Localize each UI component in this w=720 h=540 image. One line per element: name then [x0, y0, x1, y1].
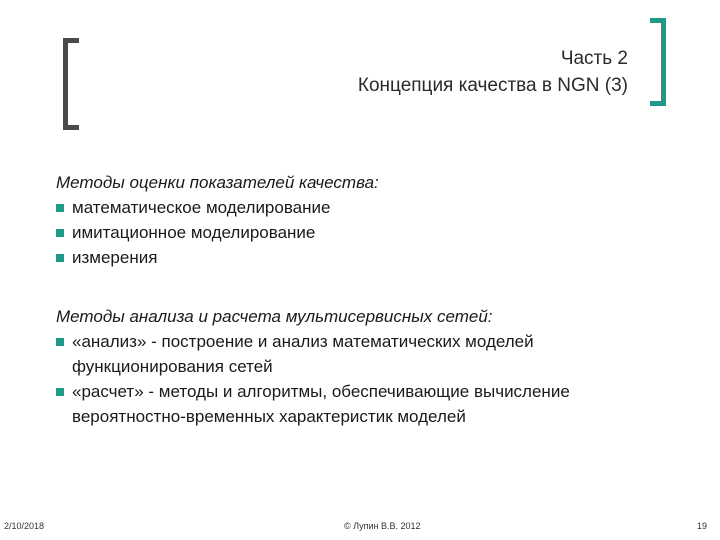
list-item-text-continued: функционирования сетей — [72, 357, 273, 376]
bracket-bar — [63, 38, 68, 130]
section-heading-network-analysis: Методы анализа и расчета мультисервисных сетей: — [56, 307, 493, 326]
bracket-top-tick — [650, 18, 666, 23]
footer-copyright: © Лупин В.В. 2012 — [344, 521, 421, 531]
bracket-bar — [661, 18, 666, 106]
slide-title-part: Часть 2 — [560, 48, 628, 69]
list-item-text: имитационное моделирование — [72, 223, 316, 242]
square-bullet-icon — [56, 254, 64, 262]
bracket-bottom-tick — [650, 101, 666, 106]
list-item — [56, 329, 656, 379]
list-item-text: «расчет» - методы и алгоритмы, обеспечивающие вычисление — [72, 382, 570, 401]
bracket-top-tick — [63, 38, 79, 43]
list-item-text-continued: вероятностно-временных характеристик моделей — [72, 407, 466, 426]
list-item-text: «анализ» - построение и анализ математических моделей — [72, 332, 534, 351]
section-heading-quality-methods: Методы оценки показателей качества: — [56, 173, 379, 192]
footer-date: 2/10/2018 — [4, 521, 45, 531]
slide-title: Концепция качества в NGN (3) — [357, 75, 628, 96]
list-item — [56, 245, 656, 270]
right-bracket-decoration — [650, 18, 666, 106]
square-bullet-icon — [56, 229, 64, 237]
list-item-text: математическое моделирование — [72, 198, 331, 217]
list-item — [56, 195, 656, 220]
list-item-text: измерения — [72, 248, 158, 267]
footer-page-number: 19 — [697, 521, 708, 531]
square-bullet-icon — [56, 388, 64, 396]
left-bracket-decoration — [63, 38, 79, 130]
list-item — [56, 379, 656, 429]
slide-body — [56, 170, 656, 429]
square-bullet-icon — [56, 338, 64, 346]
square-bullet-icon — [56, 204, 64, 212]
list-item — [56, 220, 656, 245]
bracket-bottom-tick — [63, 125, 79, 130]
